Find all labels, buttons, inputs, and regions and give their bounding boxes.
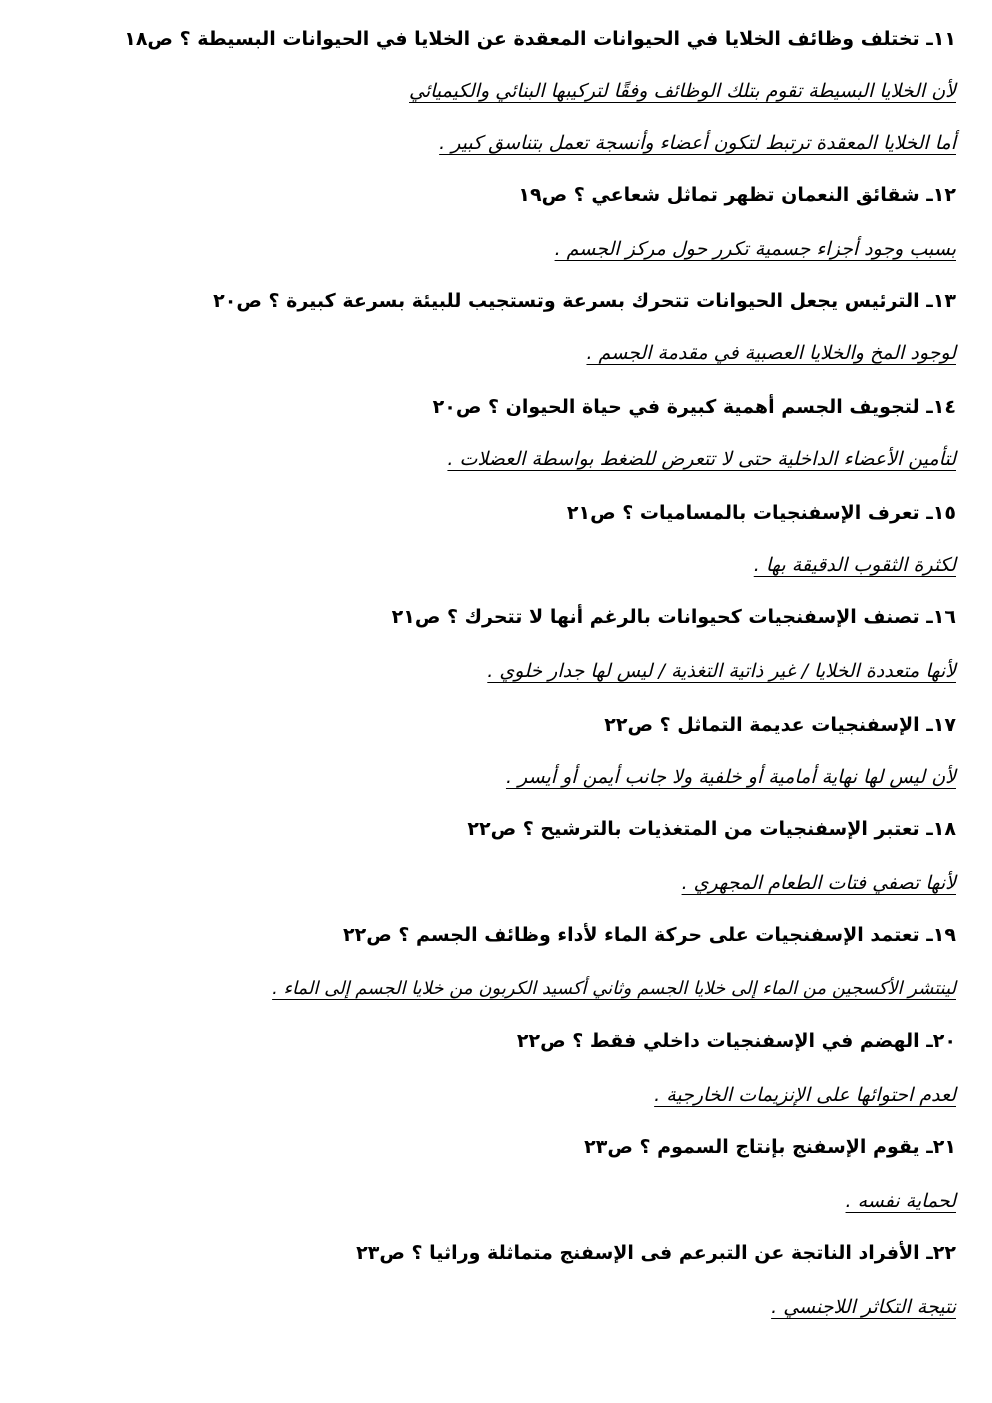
question-20: ٢٠ـ الهضم في الإسفنجيات داخلي فقط ؟ ص٢٢ — [516, 1030, 956, 1052]
answer-16: لأنها متعددة الخلايا / غير ذاتية التغذية / ليس لها جدار خلوي . — [487, 660, 956, 682]
question-15: ١٥ـ تعرف الإسفنجيات بالمساميات ؟ ص٢١ — [566, 502, 956, 524]
answer-21: لحماية نفسه . — [845, 1190, 956, 1212]
answer-20: لعدم احتوائها على الإنزيمات الخارجية . — [654, 1084, 956, 1106]
question-14: ١٤ـ لتجويف الجسم أهمية كبيرة في حياة الحيوان ؟ ص٢٠ — [432, 396, 956, 418]
answer-15: لكثرة الثقوب الدقيقة بها . — [753, 554, 956, 576]
answer-17: لأن ليس لها نهاية أمامية أو خلفية ولا جانب أيمن أو أيسر . — [505, 766, 956, 788]
answer-19: لينتشر الأكسجين من الماء إلى خلايا الجسم وثاني أكسيد الكربون من خلايا الجسم إلى الماء . — [272, 978, 956, 999]
answer-11-line-1: لأن الخلايا البسيطة تقوم بتلك الوظائف وفقًا لتركيبها البنائي والكيميائي — [409, 80, 956, 102]
question-18: ١٨ـ تعتبر الإسفنجيات من المتغذيات بالترشيح ؟ ص٢٢ — [467, 818, 956, 840]
question-17: ١٧ـ الإسفنجيات عديمة التماثل ؟ ص٢٢ — [604, 714, 956, 736]
answer-12: بسبب وجود أجزاء جسمية تكرر حول مركز الجسم . — [554, 238, 956, 260]
question-21: ٢١ـ يقوم الإسفنج بإنتاج السموم ؟ ص٢٣ — [584, 1136, 956, 1158]
question-16: ١٦ـ تصنف الإسفنجيات كحيوانات بالرغم أنها لا تتحرك ؟ ص٢١ — [391, 606, 956, 628]
answer-14: لتأمين الأعضاء الداخلية حتى لا تتعرض للضغط بواسطة العضلات . — [447, 448, 956, 470]
answer-11-line-2: أما الخلايا المعقدة ترتبط لتكون أعضاء وأنسجة تعمل بتناسق كبير . — [439, 132, 956, 154]
question-19: ١٩ـ تعتمد الإسفنجيات على حركة الماء لأداء وظائف الجسم ؟ ص٢٢ — [343, 924, 956, 946]
answer-13: لوجود المخ والخلايا العصبية في مقدمة الجسم . — [586, 342, 956, 364]
question-12: ١٢ـ شقائق النعمان تظهر تماثل شعاعي ؟ ص١٩ — [518, 184, 956, 206]
question-13: ١٣ـ الترئيس يجعل الحيوانات تتحرك بسرعة وتستجيب للبيئة بسرعة كبيرة ؟ ص٢٠ — [213, 290, 956, 312]
answer-18: لأنها تصفي فتات الطعام المجهري . — [681, 872, 956, 894]
question-11: ١١ـ تختلف وظائف الخلايا في الحيوانات المعقدة عن الخلايا في الحيوانات البسيطة ؟ ص١٨ — [124, 28, 956, 50]
answer-22: نتيجة التكاثر اللاجنسي . — [771, 1296, 956, 1318]
question-22: ٢٢ـ الأفراد الناتجة عن التبرعم فى الإسفنج متماثلة وراثيا ؟ ص٢٣ — [356, 1242, 956, 1264]
